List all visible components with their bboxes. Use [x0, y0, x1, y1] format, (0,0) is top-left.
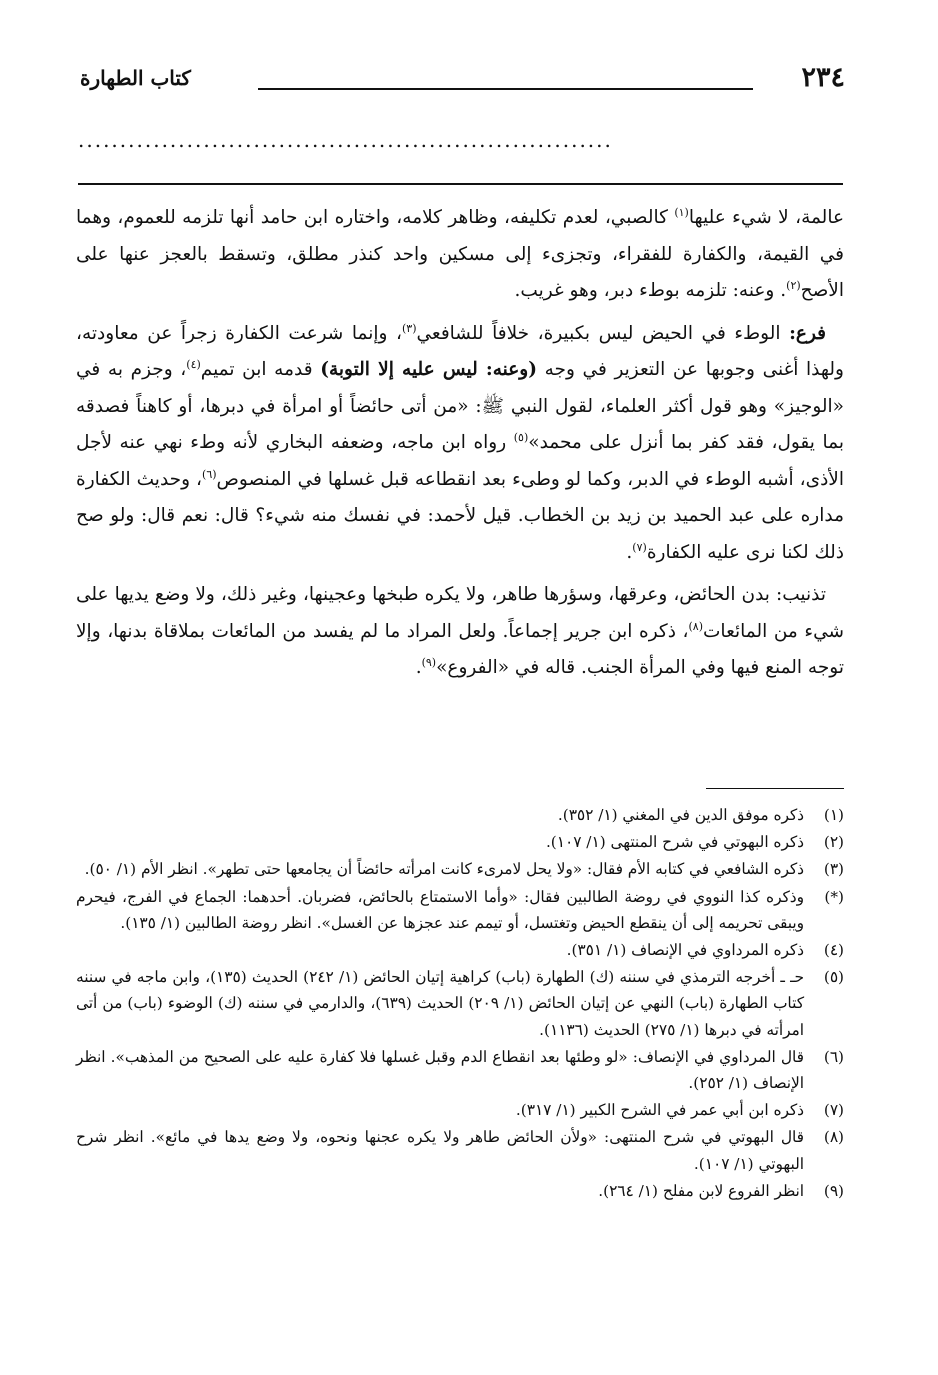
footnote: [76, 964, 844, 1043]
footnote: [76, 1097, 844, 1123]
main-text: [76, 200, 844, 687]
footnote: [76, 884, 844, 936]
text-run: ، وحديث الكفارة مداره على عبد الحميد بن زيد بن الخطاب. قيل لأحمد: في نفسك منه شيء؟ قال: نعم قال: ولو صح ذلك لكنا نرى عليه الكفارة: [76, 468, 844, 563]
footnote-number: (٩): [823, 1181, 844, 1200]
footnote-ref-1[interactable]: (١): [674, 205, 689, 219]
footnote-text: ذكره موفق الدين في المغني (١/ ٣٥٢).: [557, 806, 804, 824]
footnote: [76, 802, 844, 828]
paragraph-1: [76, 200, 844, 310]
paragraph-3: [76, 577, 844, 687]
text-run: ، وجزم به في «الوجيز» وهو قول أكثر العلماء، لقول النبي ﷺ: «من أتى حائضاً أو امرأة في دبرها، أو كاهناً فصدقه بما يقول، فقد كفر بما أنزل على محمد»: [76, 359, 844, 453]
footnote-ref-4[interactable]: (٤): [186, 357, 201, 371]
footnote-number: (٤): [823, 941, 844, 960]
footnote-text: حـ ـ أخرجه الترمذي في سننه (ك) الطهارة (باب) كراهية إتيان الحائض (١/ ٢٤٢) الحديث (١٣٥)، وابن ماجه في سننه كتاب الطهارة (باب) النهي عن إتيان الحائض (١/ ٢٠٩) الحديث (٦٣٩)، والدارمي في سننه (ك) الوضوء (باب) من أتى امرأته في دبرها (١/ ٢٧٥) الحديث (١١٣٦).: [76, 968, 805, 1039]
footnote: [76, 937, 844, 963]
dotted-separator: ................................................................: [78, 128, 613, 152]
footnote-number: (٥): [823, 968, 844, 987]
footnote-text: انظر الفروع لابن مفلح (١/ ٢٦٤).: [598, 1181, 804, 1200]
header-rule: [258, 88, 753, 90]
book-title: كتاب الطهارة: [80, 66, 191, 90]
footnote-text: ذكره المرداوي في الإنصاف (١/ ٣٥١).: [566, 941, 804, 960]
text-run: رواه ابن ماجه، وضعفه البخاري لأنه وطء نهي عنه لأجل الأذى، أشبه الوطء في الدبر، وكما لو وطىء بعد انقطاعه قبل غسلها في المنصوص: [76, 432, 844, 490]
text-run: الوطء في الحيض ليس بكبيرة، خلافاً للشافعي: [416, 322, 790, 344]
bold-quote: (وعنه: ليس عليه إلا التوبة): [320, 359, 537, 380]
footnote-number: (٧): [823, 1101, 844, 1120]
footnote: [76, 1178, 844, 1204]
footnote: [76, 1044, 844, 1096]
paragraph-2: [76, 316, 844, 572]
text-run: كالصبي، لعدم تكليفه، وظاهر كلامه، واختاره ابن حامد أنها تلزمه للعموم، وهما في القيمة، والكفارة للفقراء، وتجزىء إلى مسكين واحد كنذر مطلق، وتسقط بالعجز عنها على الأصح: [76, 207, 844, 301]
footnotes: [76, 802, 844, 1204]
footnote-number: (٨): [823, 1128, 844, 1147]
text-run: ، وإنما شرعت الكفارة زجراً عن معاودته، ولهذا أغنى وجوبها عن التعزير في وجه: [76, 322, 844, 380]
text-run: ، ذكره ابن جرير إجماعاً. ولعل المراد ما لم يفسد من المائعات بملاقاة بدنها، وإلا توجه المنع فيها وفي المرأة الجنب. قاله في «الفروع»: [76, 620, 844, 678]
footnote: [76, 1124, 844, 1176]
footnote: [76, 856, 844, 882]
text-run: قدمه ابن تميم: [200, 359, 321, 380]
footnote-number: (٣): [823, 860, 844, 879]
section-rule: [78, 183, 843, 185]
footnote-text: ذكره ابن أبي عمر في الشرح الكبير (١/ ٣١٧).: [515, 1101, 804, 1120]
text-run: عالمة، لا شيء عليها: [688, 207, 844, 228]
text-run: .: [415, 657, 422, 678]
footnote-ref-8[interactable]: (٨): [688, 619, 704, 633]
footnote-number: (١): [823, 806, 844, 824]
footnote-ref-2[interactable]: (٢): [786, 278, 801, 292]
text-run: . وعنه: تلزمه بوطء دبر، وهو غريب.: [514, 280, 787, 301]
footnote-number: (٢): [823, 833, 844, 852]
footnote-text: وذكره كذا النووي في روضة الطالبين فقال: «وأما الاستمتاع بالحائض، فضربان. أحدهما: الجماع في الفرج، فيحرم ويبقى تحريمه إلى أن ينقطع الحيض وتغتسل، أو تيمم عند عجزها عن الغسل». انظر روضة الطالبين (١/ ١٣٥).: [76, 887, 804, 932]
footnote-ref-6[interactable]: (٦): [202, 467, 217, 481]
page-number: ٢٣٤: [801, 62, 845, 93]
footnote-text: قال البهوتي في شرح المنتهى: «ولأن الحائض طاهر ولا يكره عجنها ونحوه، ولا وضع يدها في مائع». انظر شرح البهوتي (١/ ١٠٧).: [76, 1128, 804, 1173]
running-header: [80, 62, 845, 98]
footnote-ref-9[interactable]: (٩): [421, 655, 437, 669]
footnote-text: ذكره الشافعي في كتابه الأم فقال: «ولا يحل لامرىء كانت امرأته حائضاً أن يجامعها حتى تطهر». انظر الأم (١/ ٥٠).: [84, 860, 804, 879]
footnote-text: قال المرداوي في الإنصاف: «لو وطئها بعد انقطاع الدم وقبل غسلها فلا كفارة عليه على الصحيح من المذهب». انظر الإنصاف (١/ ٢٥٢).: [76, 1047, 804, 1093]
footnote: [76, 829, 844, 855]
footnote-ref-3[interactable]: (٣): [401, 321, 417, 335]
footnote-rule: [706, 788, 844, 789]
text-run: .: [626, 541, 633, 563]
footnote-number: (٦): [823, 1047, 844, 1066]
footnote-number: (*): [824, 887, 844, 906]
footnote-ref-5[interactable]: (٥): [513, 430, 529, 444]
footnote-text: ذكره البهوتي في شرح المنتهى (١/ ١٠٧).: [545, 833, 804, 852]
footnote-ref-7[interactable]: (٧): [632, 540, 647, 554]
text-run: تذنيب: بدن الحائض، وعرقها، وسؤرها طاهر، ولا يكره طبخها وعجينها، وغير ذلك، ولا وضع يديها على شيء من المائعات: [76, 584, 844, 642]
paragraph-lead: فرع:: [789, 322, 826, 344]
